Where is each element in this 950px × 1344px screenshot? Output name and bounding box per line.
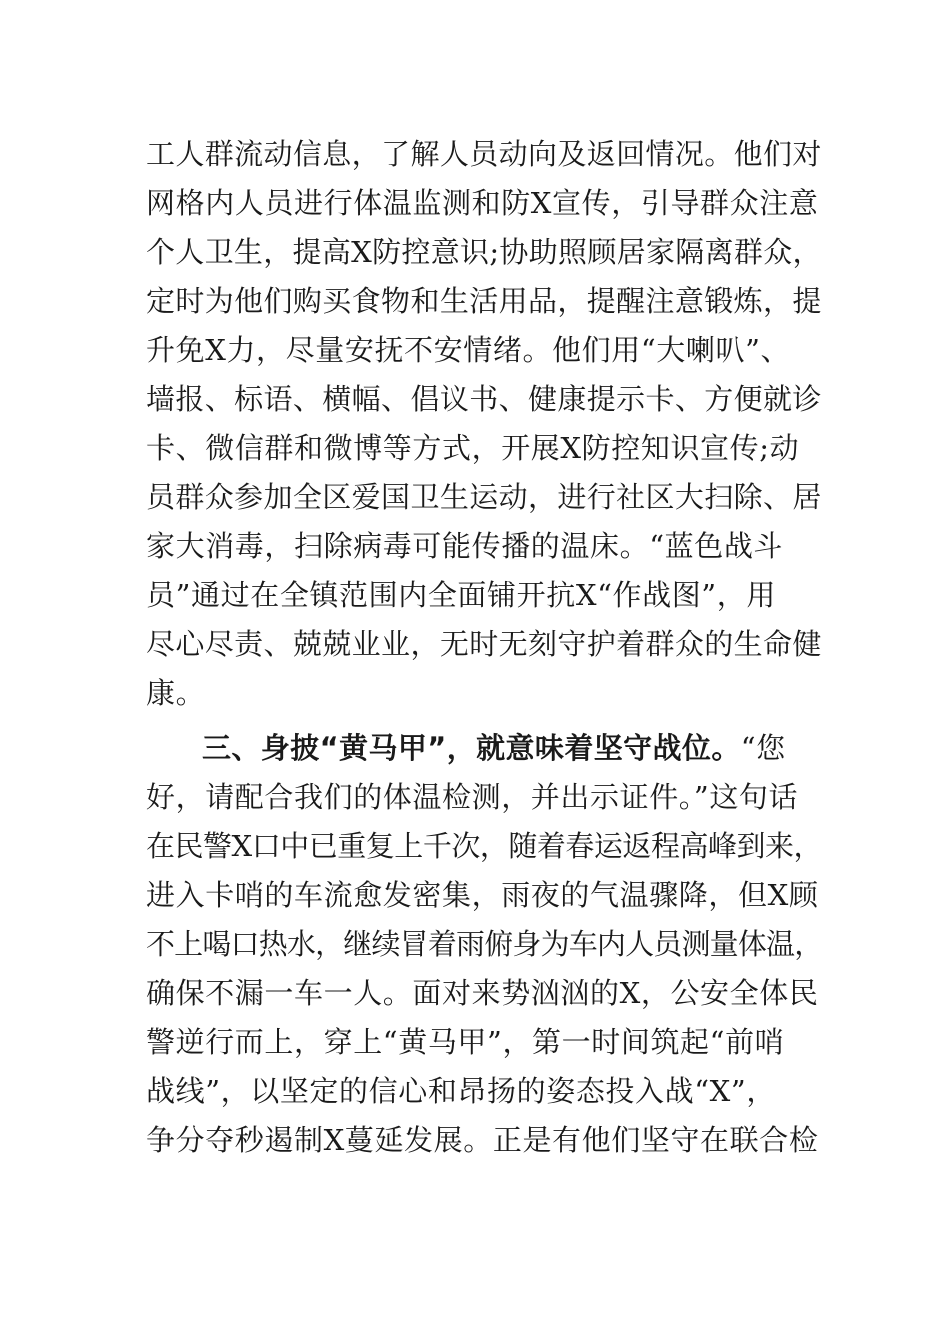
text-line: 网格内人员进行体温监测和防X宣传，引导群众注意 <box>146 186 819 220</box>
text-line: 定时为他们购买食物和生活用品，提醒注意锻炼，提 <box>146 284 822 318</box>
text-line: 家大消毒，扫除病毒可能传播的温床。“蓝色战斗 <box>146 529 784 563</box>
text-line: 员”通过在全镇范围内全面铺开抗X“作战图”，用 <box>146 578 776 612</box>
text-line: 个人卫生，提高X防控意识;协助照顾居家隔离群众， <box>146 235 822 269</box>
text-line: 尽心尽责、兢兢业业，无时无刻守护着群众的生命健 <box>146 627 822 661</box>
text-line: 卡、微信群和微博等方式，开展X防控知识宣传;动 <box>146 431 800 465</box>
text-line: 在民警X口中已重复上千次，随着春运返程高峰到来， <box>146 829 823 863</box>
section-heading-line <box>202 728 786 768</box>
text-line: 墙报、标语、横幅、倡议书、健康提示卡、方便就诊 <box>146 382 822 416</box>
section-heading: 三、身披“黄马甲”，就意味着坚守战位。 <box>202 731 741 765</box>
heading-line-continuation: “您 <box>740 731 786 765</box>
text-line: 员群众参加全区爱国卫生运动，进行社区大扫除、居 <box>146 480 822 514</box>
text-line: 战线”，以坚定的信心和昂扬的姿态投入战“X”， <box>146 1074 776 1108</box>
text-line: 康。 <box>146 676 206 710</box>
text-line: 争分夺秒遏制X蔓延发展。正是有他们坚守在联合检 <box>146 1123 819 1157</box>
text-line: 进入卡哨的车流愈发密集，雨夜的气温骤降，但X顾 <box>146 878 819 912</box>
text-line: 确保不漏一车一人。面对来势汹汹的X，公安全体民 <box>146 976 819 1010</box>
text-line: 好，请配合我们的体温检测，并出示证件。”这句话 <box>146 780 799 814</box>
text-line: 不上喝口热水，继续冒着雨俯身为车内人员测量体温， <box>146 927 823 961</box>
text-line: 警逆行而上，穿上“黄马甲”，第一时间筑起“前哨 <box>146 1025 785 1059</box>
text-line: 工人群流动信息，了解人员动向及返回情况。他们对 <box>146 137 822 171</box>
text-line: 升免X力，尽量安抚不安情绪。他们用“大喇叭”、 <box>146 333 791 367</box>
